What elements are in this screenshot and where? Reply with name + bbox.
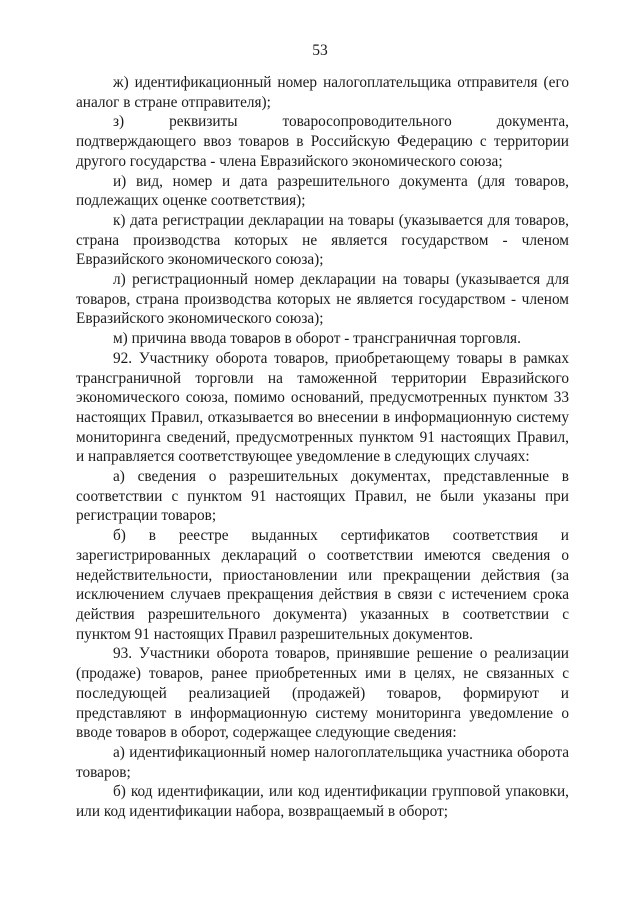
paragraph-zh: ж) идентификационный номер налогоплательщика отправителя (его аналог в стране отправителя); bbox=[76, 74, 569, 111]
paragraph-92-b: б) в реестре выданных сертификатов соответствия и зарегистрированных деклараций о соответствии имеются сведения о недействительности, приостановлении или прекращении действия (за исключением случаев прекращения действия в связи с истечением срока действия разрешительного документа) указанных в соответствии с пунктом 91 настоящих Правил разрешительных документов. bbox=[76, 527, 569, 643]
paragraph-k: к) дата регистрации декларации на товары (указывается для товаров, страна производства которых не является государством - членом Евразийского экономического союза); bbox=[76, 211, 569, 269]
paragraph-l: л) регистрационный номер декларации на товары (указывается для товаров, страна производства которых не является государством - членом Евразийского экономического союза); bbox=[76, 271, 569, 328]
paragraph-93-b: б) код идентификации, или код идентификации групповой упаковки, или код идентификации набора, возвращаемый в оборот; bbox=[76, 783, 569, 821]
paragraph-93: 93. Участники оборота товаров, принявшие решение о реализации (продаже) товаров, ранее приобретенных ими в целях, не связанных с последующей реализацией (продажей) товаров, формируют и представляют в информационную систему мониторинга уведомление о вводе товаров в оборот, содержащее следующие сведения: bbox=[76, 645, 569, 742]
document-body bbox=[76, 73, 569, 822]
paragraph-92: 92. Участнику оборота товаров, приобретающему товары в рамках трансграничной торговли на таможенной территории Евразийского экономического союза, помимо оснований, предусмотренных пунктом 33 настоящих Правил, отказывается во внесении в информационную систему мониторинга сведений, предусмотренных пунктом 91 настоящих Правил, и направляется соответствующее уведомление в следующих случаях: bbox=[76, 349, 569, 466]
paragraph-92-a: а) сведения о разрешительных документах, представленные в соответствии с пунктом 91 настоящих Правил, не были указаны при регистрации товаров; bbox=[76, 468, 569, 525]
paragraph-m: м) причина ввода товаров в оборот - трансграничная торговля. bbox=[113, 330, 521, 348]
paragraph-z: з) реквизиты товаросопроводительного документа, подтверждающего ввоз товаров в Российскую Федерацию с территории другого государства - члена Евразийского экономического союза; bbox=[76, 113, 569, 170]
page-number: 53 bbox=[312, 42, 328, 59]
paragraph-i: и) вид, номер и дата разрешительного документа (для товаров, подлежащих оценке соответствия); bbox=[76, 172, 569, 210]
paragraph-93-a: а) идентификационный номер налогоплательщика участника оборота товаров; bbox=[76, 743, 569, 781]
